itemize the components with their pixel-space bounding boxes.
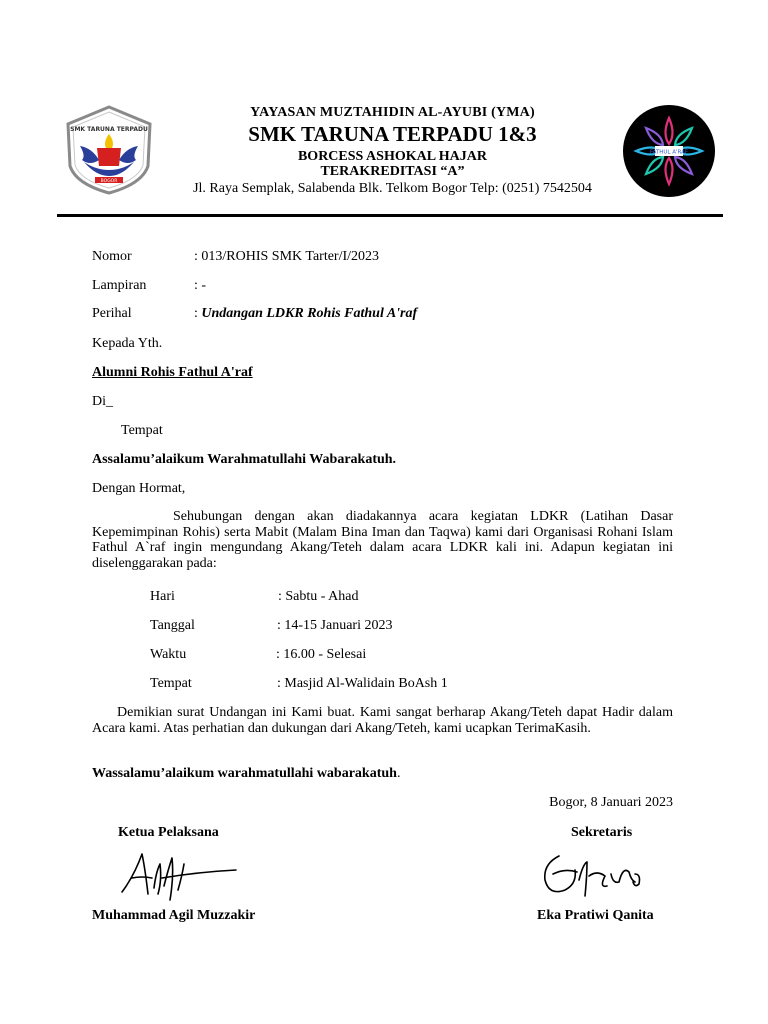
greeting: Assalamu’alaikum Warahmatullahi Wabarakatuh. <box>92 452 397 467</box>
left-signatory-title: Ketua Pelaksana <box>118 825 219 840</box>
place-date: Bogor, 8 Januari 2023 <box>549 795 673 810</box>
detail-label-tanggal: Tanggal <box>150 618 195 633</box>
logo-left-bottom-text: BOGOR <box>100 179 118 184</box>
campus-name: BORCESS ASHOKAL HAJAR <box>297 149 488 164</box>
accreditation: TERAKREDITASI “A” <box>320 164 465 179</box>
farewell <box>92 766 400 782</box>
perihal-label: Perihal <box>92 306 132 321</box>
left-signature <box>118 846 243 911</box>
school-name: SMK TARUNA TERPADU 1&3 <box>248 122 537 146</box>
detail-value-tempat: : Masjid Al-Walidain BoAsh 1 <box>277 676 448 691</box>
nomor-label: Nomor <box>92 249 132 264</box>
logo-left-top-text: SMK TARUNA TERPADU <box>70 126 148 133</box>
logo-right-text: FATHUL A'RAF <box>649 149 689 156</box>
lampiran-value: : - <box>194 278 207 293</box>
detail-label-waktu: Waktu <box>150 647 187 662</box>
farewell-text: Wassalamu’alaikum warahmatullahi wabarakatuh <box>92 766 397 781</box>
perihal-line <box>194 306 417 322</box>
recipient-tempat: Tempat <box>121 423 163 438</box>
detail-value-hari: : Sabtu - Ahad <box>278 589 359 604</box>
foundation-name: YAYASAN MUZTAHIDIN AL-AYUBI (YMA) <box>250 105 535 120</box>
salutation: Dengan Hormat, <box>92 481 186 496</box>
rohis-logo <box>622 104 717 199</box>
detail-label-hari: Hari <box>150 589 175 604</box>
right-signature <box>535 846 650 916</box>
letterhead-divider <box>57 214 723 217</box>
closing-paragraph: Demikian surat Undangan ini Kami buat. Kami sangat berharap Akang/Teteh dapat Hadir dalam Acara kami. Atas perhatian dan dukungan dari Akang/Teteh, kami ucapkan TerimaKasih. <box>92 705 673 736</box>
lampiran-label: Lampiran <box>92 278 147 293</box>
perihal-colon: : <box>194 306 202 321</box>
detail-value-tanggal: : 14-15 Januari 2023 <box>277 618 393 633</box>
farewell-period: . <box>396 766 401 781</box>
school-address: Jl. Raya Semplak, Salabenda Blk. Telkom Bogor Telp: (0251) 7542504 <box>193 181 592 196</box>
kepada-yth: Kepada Yth. <box>92 336 163 351</box>
recipient-name: Alumni Rohis Fathul A'raf <box>92 365 253 380</box>
school-logo <box>62 104 157 196</box>
body-paragraph: Sehubungan dengan akan diadakannya acara kegiatan LDKR (Latihan Dasar Kepemimpinan Rohis) serta Mabit (Malam Bina Iman dan Taqwa) kami dari Organisasi Rohani Islam Fathul A`raf ingin mengundang Akang/Teteh dalam acara LDKR kali ini. Adapun kegiatan ini diselenggarakan pada: <box>92 509 673 571</box>
right-signatory-title: Sekretaris <box>571 825 633 840</box>
right-signatory-name: Eka Pratiwi Qanita <box>537 908 654 923</box>
perihal-value: Undangan LDKR Rohis Fathul A'raf <box>201 306 418 321</box>
detail-value-waktu: : 16.00 - Selesai <box>276 647 367 662</box>
nomor-value: : 013/ROHIS SMK Tarter/I/2023 <box>194 249 380 264</box>
recipient-di: Di_ <box>92 394 113 409</box>
left-signatory-name: Muhammad Agil Muzzakir <box>92 908 256 923</box>
detail-label-tempat: Tempat <box>150 676 192 691</box>
